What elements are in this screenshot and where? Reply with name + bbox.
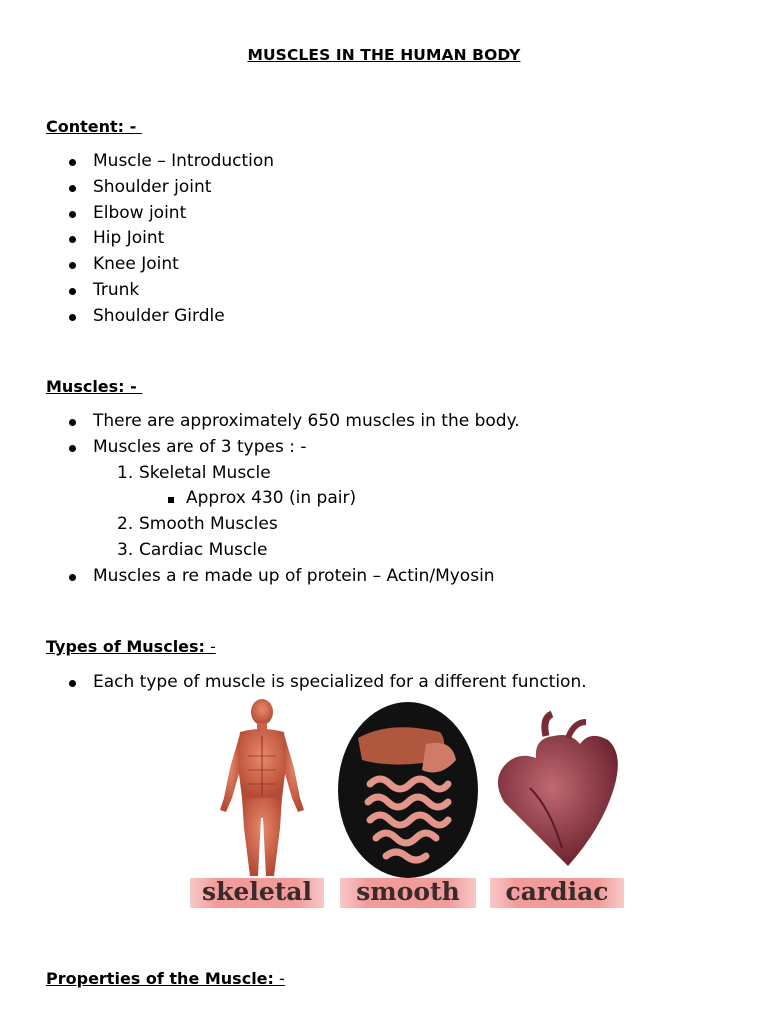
- types-list: [0, 670, 768, 696]
- item-number: 1.: [117, 462, 134, 483]
- properties-heading-dash: -: [273, 969, 285, 988]
- properties-heading: [46, 969, 285, 988]
- list-item-text: Muscles a re made up of protein – Actin/Myosin: [93, 565, 495, 586]
- numbered-item: [0, 538, 768, 564]
- list-item-text: There are approximately 650 muscles in the body.: [93, 411, 520, 431]
- list-item: [0, 175, 768, 201]
- types-heading-text: Types of Muscles:: [46, 637, 205, 656]
- numbered-item-text: Skeletal Muscle: [139, 462, 271, 483]
- properties-heading-text: Properties of the Muscle:: [46, 969, 274, 988]
- numbered-item: [0, 461, 768, 487]
- numbered-item: [0, 512, 768, 538]
- content-heading: [46, 117, 142, 136]
- sub-item: [0, 486, 768, 512]
- bullet-icon: [69, 314, 76, 321]
- list-item: [0, 149, 768, 175]
- list-item-text: Elbow joint: [93, 202, 187, 223]
- item-number: 3.: [117, 539, 134, 560]
- sub-item-text: Approx 430 (in pair): [186, 488, 357, 509]
- list-item: [0, 252, 768, 278]
- content-heading-dash: -: [124, 117, 142, 136]
- bullet-icon: [69, 680, 76, 687]
- bullet-icon: [69, 211, 76, 218]
- bullet-icon: [69, 185, 76, 192]
- list-item: [0, 564, 768, 590]
- bullet-icon: [69, 419, 76, 426]
- list-item-text: Shoulder joint: [93, 176, 212, 197]
- page-title: MUSCLES IN THE HUMAN BODY: [247, 46, 521, 64]
- list-item: [0, 226, 768, 252]
- muscles-heading: [46, 377, 142, 396]
- bullet-icon: [69, 574, 76, 581]
- numbered-item-text: Cardiac Muscle: [139, 539, 268, 560]
- list-item: [0, 670, 768, 696]
- bullet-icon: [69, 445, 76, 452]
- muscles-heading-dash: -: [124, 377, 143, 396]
- list-item: [0, 278, 768, 304]
- square-bullet-icon: [168, 497, 174, 503]
- types-heading-dash: -: [204, 637, 216, 656]
- skeletal-label: skeletal: [190, 878, 324, 908]
- list-item-text: Knee Joint: [93, 254, 179, 275]
- item-number: 2.: [117, 514, 134, 535]
- list-item-text: Trunk: [93, 279, 140, 300]
- list-item-text: Muscle – Introduction: [93, 151, 275, 171]
- muscle-illustrations: [190, 698, 630, 878]
- list-item-text: Shoulder Girdle: [93, 305, 225, 326]
- muscles-list: [0, 409, 768, 590]
- bullet-icon: [69, 288, 76, 295]
- content-heading-text: Content:: [46, 117, 125, 136]
- numbered-item-text: Smooth Muscles: [139, 514, 278, 535]
- muscles-heading-text: Muscles:: [46, 377, 125, 396]
- list-item-text: Each type of muscle is specialized for a different function.: [93, 672, 587, 692]
- list-item: [0, 435, 768, 461]
- list-item-text: Muscles are of 3 types : -: [93, 436, 307, 457]
- content-list: [0, 149, 768, 330]
- list-item: [0, 409, 768, 435]
- skeletal-muscle-image: [220, 699, 304, 876]
- muscle-types-figure: [190, 698, 630, 914]
- smooth-muscle-image: [338, 702, 478, 878]
- list-item: [0, 304, 768, 330]
- list-item: [0, 201, 768, 227]
- types-heading: [46, 637, 216, 656]
- smooth-label: smooth: [340, 878, 476, 908]
- cardiac-label: cardiac: [490, 878, 624, 908]
- bullet-icon: [69, 236, 76, 243]
- bullet-icon: [69, 262, 76, 269]
- list-item-text: Hip Joint: [93, 228, 165, 249]
- bullet-icon: [69, 159, 76, 166]
- cardiac-muscle-image: [498, 714, 618, 866]
